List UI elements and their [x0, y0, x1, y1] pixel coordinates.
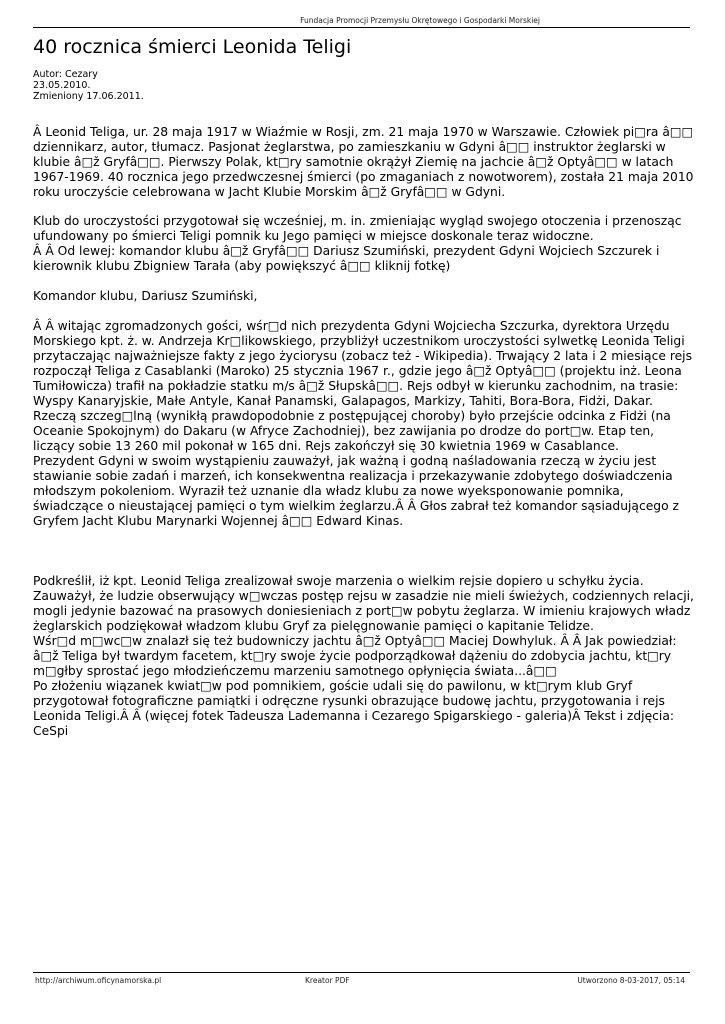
article-date: 23.05.2010.	[33, 80, 91, 91]
page-header-publisher: Fundacja Promocji Przemysłu Okrętowego i Gospodarki Morskiej	[300, 16, 540, 25]
paragraph: Wśr□d m□wc□w znalazł się też budowniczy jachtu â□ž Optyâ□□ Maciej Dowhyluk. Â Â Jak powiedział: â□ž Teliga był twardym facetem, kt□ry swoje życie podporządkował dążeniu do zdobycia jachtu, kt□ry m□głby sprostać jego młodzieńczemu marzeniu samotnego opłynięcia świata...â□□	[33, 634, 677, 678]
footer-generator: Kreator PDF	[305, 976, 350, 985]
footer-url: http://archiwum.oficynamorska.pl	[35, 976, 162, 985]
article-meta	[33, 69, 144, 102]
paragraph: Podkreślił, iż kpt. Leonid Teliga zrealizował swoje marzenia o wielkim rejsie dopiero u schyłku życia. Zauważył, że ludzie obserwujący w□wczas postęp rejsu w zasadzie nie mieli świeżych, codziennych relacji, mogli jedynie bazować na prasowych doniesieniach z port□w pobytu żeglarza. W imieniu krajowych władz żeglarskich podziękował władzom klubu Gryf za pielęgnowanie pamięci o kapitanie Telidze.	[33, 574, 694, 633]
photo-caption: Â Â Od lewej: komandor klubu â□ž Gryfâ□□ Dariusz Szumiński, prezydent Gdyni Wojciech Szczurek i kierownik klubu Zbigniew Tarała (aby powiększyć â□□ kliknij fotkę)	[33, 244, 660, 273]
article-title: 40 rocznica śmierci Leonida Teligi	[33, 36, 352, 58]
article-author: Autor: Cezary	[33, 69, 98, 80]
header-divider	[33, 27, 690, 28]
footer-divider	[33, 972, 690, 973]
paragraph: Komandor klubu, Dariusz Szumiński,	[33, 289, 258, 303]
paragraph: Â Â witając zgromadzonych gości, wśr□d nich prezydenta Gdyni Wojciecha Szczurka, dyrektora Urzędu Morskiego kpt. ż. w. Andrzeja Kr□likowskiego, przybliżył uczestnikom uroczystości sylwetkę Leonida Teligi przytaczając najważniejsze fakty z jego życiorysu (zobacz też - Wikipedia). Trwający 2 lata i 2 miesiące rejs rozpoczął Teliga z Casablanki (Maroko) 25 stycznia 1967 r., gdzie jego â□ž Optyâ□□ (projektu inż. Leona Tumiłowicza) trafił na pokładzie statku m/s â□ž Słupskâ□□. Rejs odbył w kierunku zachodnim, na trasie: Wyspy Kanaryjskie, Małe Antyle, Kanał Panamski, Galapagos, Markizy, Tahiti, Bora-Bora, Fidżi, Dakar. Rzeczą szczeg□lną (wynikłą prawdopodobnie z postępującej choroby) było przejście odcinka z Fidżi (na Oceanie Spokojnym) do Dakaru (w Afryce Zachodniej), bez zawijania po drodze do port□w. Etap ten, liczący sobie 13 260 mil pokonał w 165 dni. Rejs zakończył się 30 kwietnia 1969 w Casablance.	[33, 319, 693, 453]
footer-created-date: Utworzono 8-03-2017, 05:14	[577, 976, 685, 985]
paragraph: Po złożeniu wiązanek kwiat□w pod pomnikiem, goście udali się do pawilonu, w kt□rym klub Gryf przygotował fotograficzne pamiątki i odręczne rysunki obrazujące budowę jachtu, przygotowania i rejs Leonida Teligi.Â Â (więcej fotek Tadeusza Lademanna i Cezarego Spigarskiego - galeria)Â Tekst i zdjęcia: CeSpi	[33, 679, 675, 738]
article-modified-date: Zmieniony 17.06.2011.	[33, 91, 144, 102]
article-body	[33, 125, 695, 739]
paragraph: Â Leonid Teliga, ur. 28 maja 1917 w Wiaźmie w Rosji, zm. 21 maja 1970 w Warszawie. Człowiek pi□ra â□□ dziennikarz, autor, tłumacz. Pasjonat żeglarstwa, po zamieszkaniu w Gdyni â□□ instruktor żeglarski w klubie â□ž Gryfâ□□. Pierwszy Polak, kt□ry samotnie okrążył Ziemię na jachcie â□ž Optyâ□□ w latach 1967-1969. 40 rocznica jego przedwczesnej śmierci (po zmaganiach z nowotworem), została 21 maja 2010 roku uroczyście celebrowana w Jacht Klubie Morskim â□ž Gryfâ□□ w Gdyni.	[33, 125, 694, 199]
paragraph: Prezydent Gdyni w swoim wystąpieniu zauważył, jak ważną i godną naśladowania rzeczą w życiu jest stawianie sobie zadań i marzeń, ich konsekwentna realizacja i przekazywanie zdobytego doświadczenia młodszym pokoleniom. Wyraził też uznanie dla władz klubu za nowe wyeksponowanie pomnika, świadczące o nieustającej pamięci o tym wielkim żeglarzu.Â Â Głos zabrał też komandor sąsiadującego z Gryfem Jacht Klubu Marynarki Wojennej â□□ Edward Kinas.	[33, 454, 679, 528]
paragraph: Klub do uroczystości przygotował się wcześniej, m. in. zmieniając wygląd swojego otoczenia i przenosząc ufundowany po śmierci Teligi pomnik ku Jego pamięci w miejsce doskonale teraz widoczne.	[33, 214, 682, 243]
